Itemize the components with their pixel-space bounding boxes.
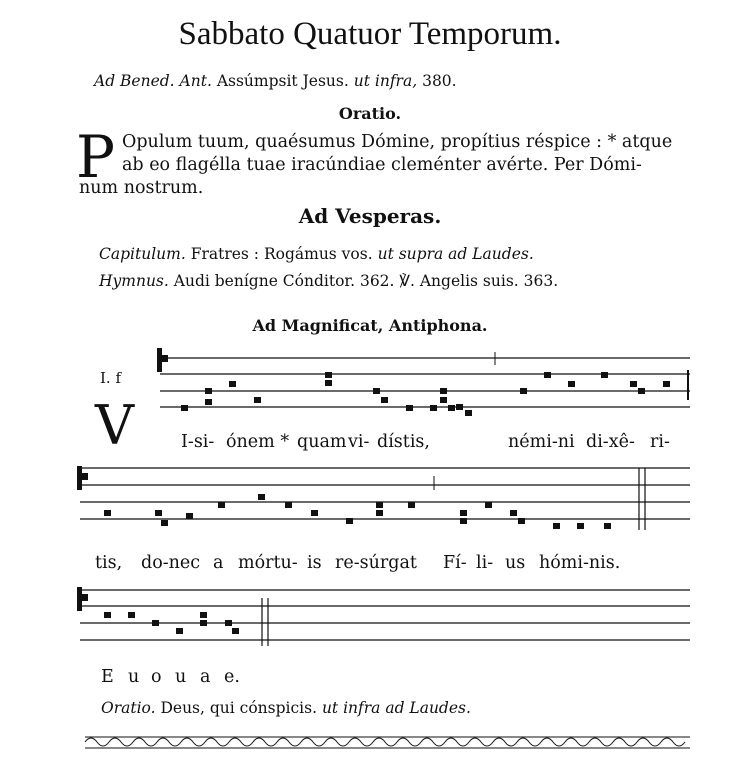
chant-mode: I. f (100, 369, 122, 387)
lyric-s2-10: hómi-nis. (539, 553, 621, 573)
oratio-dropcap: P (76, 123, 116, 191)
oratio-heading: Oratio. (338, 104, 402, 123)
lyric-s2-1: tis, (95, 553, 123, 573)
lyric-s2-2: do-nec (141, 553, 201, 573)
lyric-s2-5: is (307, 553, 322, 573)
lyric-s3-6: e. (224, 667, 240, 687)
capitulum-ref: ut supra ad Laudes. (377, 245, 534, 263)
chant-initial: V (95, 394, 134, 457)
lyric-s3-4: u (175, 667, 187, 687)
oratio-line-2: ab eo flagélla tuae iracúndiae cleménter avérte. Per Dómi- (122, 155, 642, 175)
lyric-s3-5: a (200, 667, 211, 687)
page-title: Sabbato Quatuor Temporum. (178, 16, 562, 52)
lyric-s2-8: li- (476, 553, 494, 573)
vesperas-heading: Ad Vesperas. (298, 204, 442, 228)
lyric-s1-2: ónem * (226, 432, 290, 452)
ad-benedictus-label: Ad Bened. Ant. (94, 72, 212, 90)
lyric-s2-7: Fí- (443, 553, 467, 573)
lyric-s1-6: némi-ni (508, 432, 575, 452)
lyric-s3-2: u (128, 667, 140, 687)
lyric-s2-4: mórtu- (238, 553, 298, 573)
oratio-line-1: Opulum tuum, quaésumus Dómine, propítius réspice : * atque (122, 132, 673, 152)
oratio2-ref: ut infra ad Laudes. (321, 699, 471, 717)
oratio-line-3: num nostrum. (79, 178, 204, 198)
lyric-s1-4: vi- (348, 432, 370, 452)
lyric-s2-3: a (213, 553, 224, 573)
magnificat-heading: Ad Magnificat, Antiphona. (252, 316, 488, 335)
oratio2-line (101, 699, 471, 717)
ad-benedictus-page: 380. (422, 72, 457, 90)
lyric-s1-3: quam (297, 432, 347, 452)
ad-benedictus-ref: ut infra, (353, 72, 418, 90)
hymnus-text: Audi benígne Cónditor. 362. ℣. Angelis suis. 363. (173, 272, 559, 290)
oratio2-label: Oratio. (101, 699, 156, 717)
lyric-s1-8: ri- (650, 432, 670, 452)
lyric-s2-9: us (505, 553, 526, 573)
lyric-s1-7: di-xê- (586, 432, 635, 452)
oratio2-text: Deus, qui cónspicis. (160, 699, 317, 717)
lyric-s3-1: E (101, 667, 114, 687)
lyric-s1-5: dístis, (377, 432, 430, 452)
lyric-s3-3: o (151, 667, 162, 687)
capitulum-label: Capitulum. (99, 245, 186, 263)
lyric-s2-6: re-súrgat (335, 553, 417, 573)
ad-benedictus-text: Assúmpsit Jesus. (216, 72, 349, 90)
capitulum-text: Fratres : Rogámus vos. (190, 245, 373, 263)
hymnus-label: Hymnus. (99, 272, 169, 290)
lyric-s1-1: I-si- (181, 432, 215, 452)
